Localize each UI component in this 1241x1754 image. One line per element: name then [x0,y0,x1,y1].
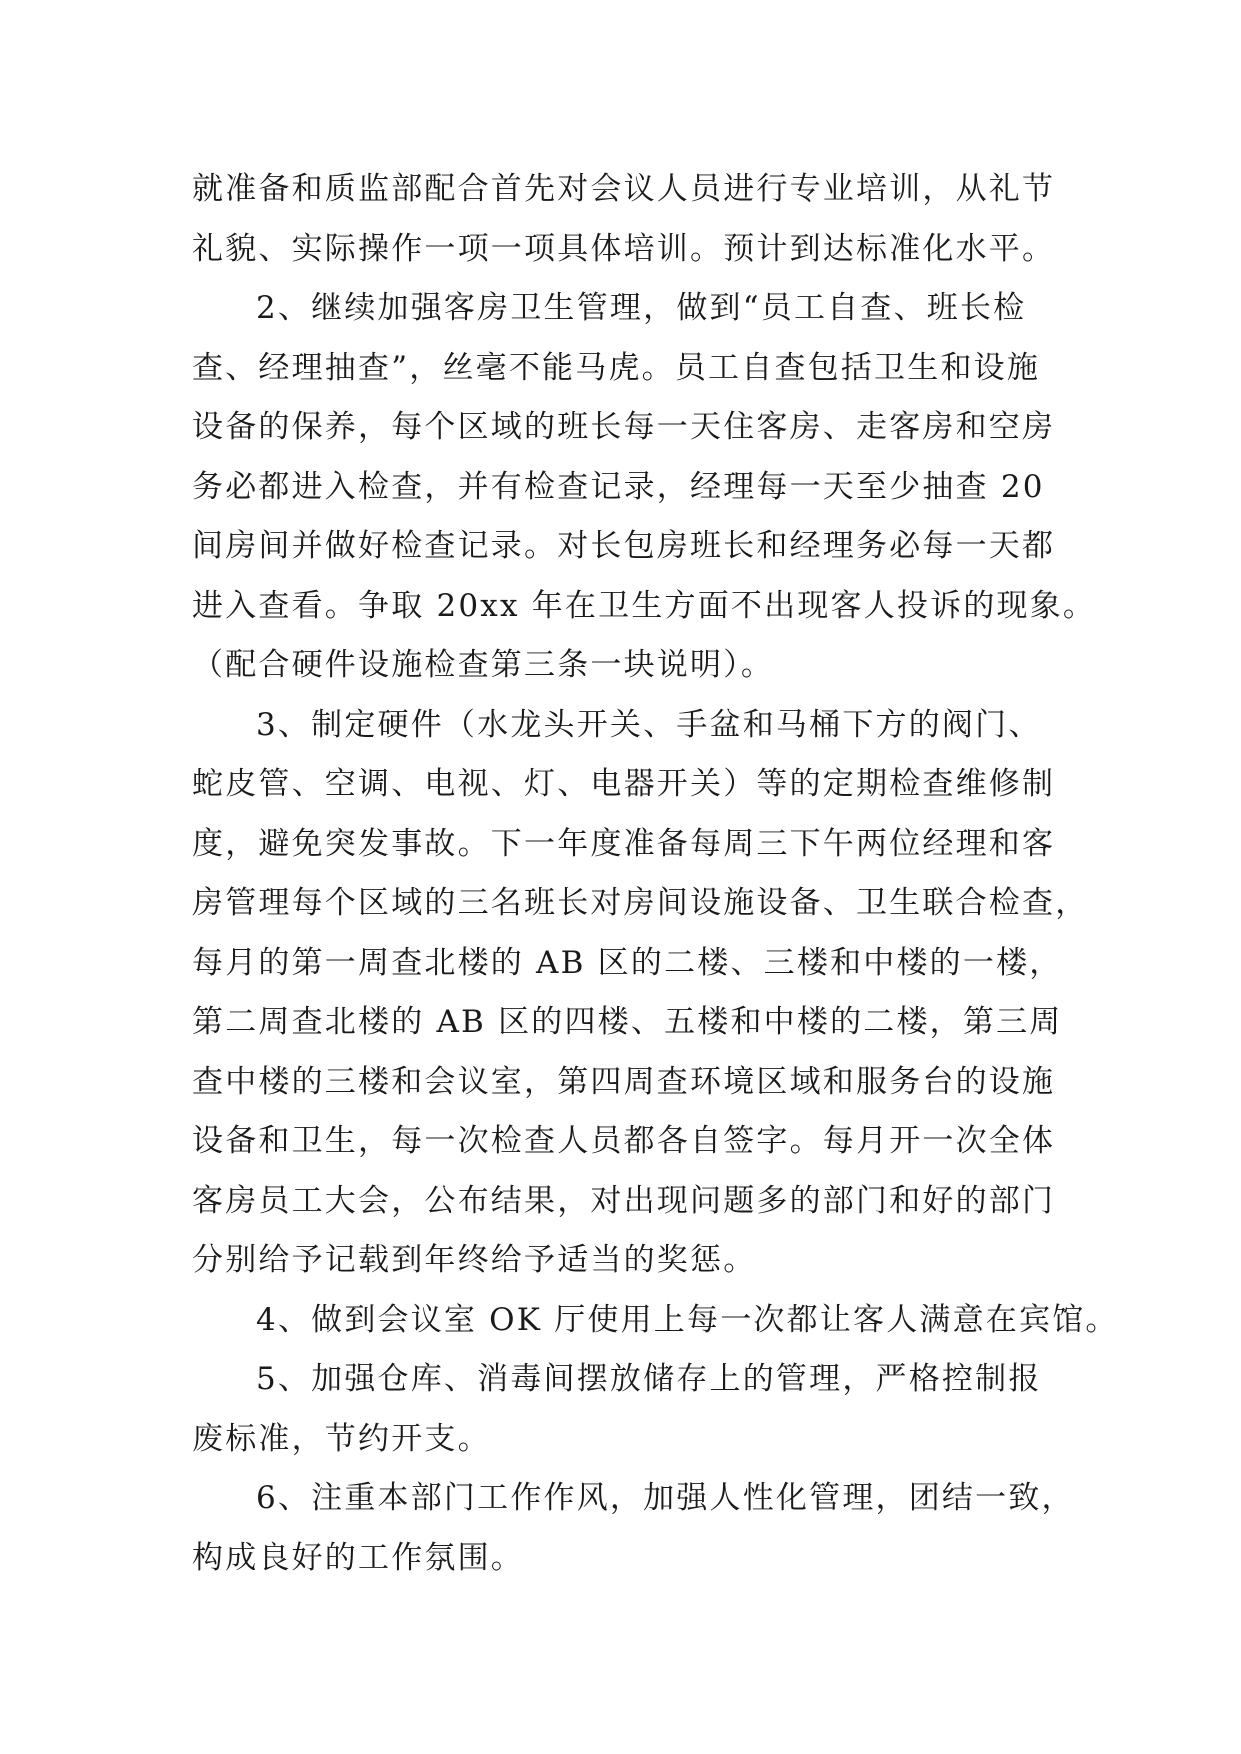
text-line: 房管理每个区域的三名班长对房间设施设备、卫生联合检查， [192,885,1089,921]
text-line: 查中楼的三楼和会议室，第四周查环境区域和服务台的设施 [192,1063,1056,1100]
text-line: 5、加强仓库、消毒间摆放储存上的管理，严格控制报 [256,1361,1042,1397]
text-line: 务必都进入检查，并有检查记录，经理每一天至少抽查 20 [192,468,1045,505]
text-line: 每月的第一周查北楼的 AB 区的二楼、三楼和中楼的一楼， [192,944,1063,981]
text-line: 分别给予记载到年终给予适当的奖惩。 [192,1242,757,1278]
text-line: 礼貌、实际操作一项一项具体培训。预计到达标准化水平。 [192,230,1056,267]
text-line: 3、制定硬件（水龙头开关、手盆和马桶下方的阀门、 [256,706,1042,743]
text-line: 废标准，节约开支。 [192,1420,491,1457]
document-page [192,160,1119,1588]
text-line: 2、继续加强客房卫生管理，做到“员工自查、班长检 [256,290,1027,326]
text-line: 构成良好的工作氛围。 [192,1539,524,1576]
text-line: 就准备和质监部配合首先对会议人员进行专业培训，从礼节 [192,171,1056,207]
text-line: 客房员工大会，公布结果，对出现问题多的部门和好的部门 [192,1182,1056,1219]
text-line: 6、注重本部门工作作风，加强人性化管理，团结一致， [256,1480,1075,1516]
text-line: 度，避免突发事故。下一年度准备每周三下午两位经理和客 [192,825,1056,862]
text-line: 进入查看。争取 20xx 年在卫生方面不出现客人投诉的现象。 [192,587,1097,624]
text-line: （配合硬件设施检查第三条一块说明）。 [192,647,775,683]
text-line: 4、做到会议室 OK 厅使用上每一次都让客人满意在宾馆。 [256,1301,1119,1338]
text-line: 第二周查北楼的 AB 区的四楼、五楼和中楼的二楼，第三周 [192,1004,1063,1040]
text-line: 蛇皮管、空调、电视、灯、电器开关）等的定期检查维修制 [192,766,1056,802]
text-line: 间房间并做好检查记录。对长包房班长和经理务必每一天都 [192,528,1056,564]
text-line: 查、经理抽查”，丝毫不能马虎。员工自查包括卫生和设施 [192,349,1041,386]
text-line: 设备和卫生，每一次检查人员都各自签字。每月开一次全体 [192,1123,1056,1159]
text-line: 设备的保养，每个区域的班长每一天住客房、走客房和空房 [192,409,1056,445]
